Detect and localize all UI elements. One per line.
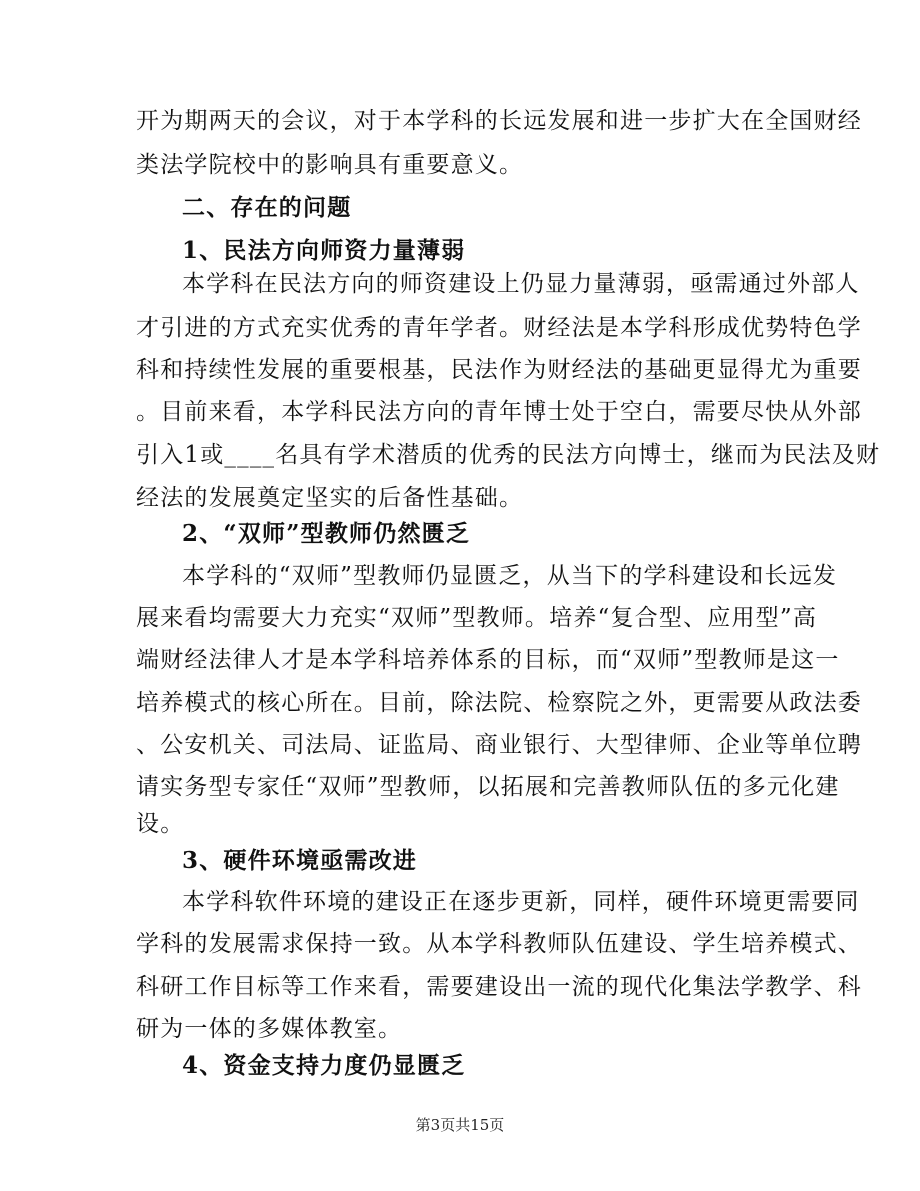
text-line-13: 展来看均需要大力充实“双师”型教师。培养“复合型、应用型”高 — [136, 605, 818, 631]
text-line-22: 科研工作目标等工作来看，需要建设出一流的现代化集法学教学、科 — [136, 974, 862, 1000]
subheading-1: 1、民法方向师资力量薄弱 — [182, 237, 466, 264]
text-line-6: 才引进的方式充实优秀的青年学者。财经法是本学科形成优势特色学 — [136, 315, 862, 341]
subheading-4: 4、资金支持力度仍显匮乏 — [182, 1052, 466, 1079]
text-line-7: 科和持续性发展的重要根基，民法作为财经法的基础更显得尤为重要 — [136, 357, 862, 383]
text-line-16: 、公安机关、司法局、证监局、商业银行、大型律师、企业等单位聘 — [136, 732, 862, 758]
text-line-5: 本学科在民法方向的师资建设上仍显力量薄弱，亟需通过外部人 — [182, 271, 860, 297]
text-line-14: 端财经法律人才是本学科培养体系的目标，而“双师”型教师是这一 — [136, 647, 840, 673]
text-line-10: 经法的发展奠定坚实的后备性基础。 — [136, 485, 524, 511]
text-line-20: 本学科软件环境的建设正在逐步更新，同样，硬件环境更需要同 — [182, 889, 860, 915]
text-line-21: 学科的发展需求保持一致。从本学科教师队伍建设、学生培养模式、 — [136, 931, 862, 957]
text-line-9: 引入1或____名具有学术潜质的优秀的民法方向博士，继而为民法及财 — [136, 442, 881, 468]
text-line-12: 本学科的“双师”型教师仍显匮乏，从当下的学科建设和长远发 — [182, 563, 838, 589]
text-line-1: 开为期两天的会议，对于本学科的长远发展和进一步扩大在全国财经 — [136, 108, 862, 134]
text-line-8: 。目前来看，本学科民法方向的青年博士处于空白，需要尽快从外部 — [136, 399, 862, 425]
subheading-3: 3、硬件环境亟需改进 — [182, 847, 418, 874]
page-number-footer: 第3页共15页 — [415, 1116, 505, 1134]
subheading-2: 2、“双师”型教师仍然匮乏 — [182, 520, 471, 547]
text-line-2: 类法学院校中的影响具有重要意义。 — [136, 152, 524, 178]
text-line-15: 培养模式的核心所在。目前，除法院、检察院之外，更需要从政法委 — [136, 690, 862, 716]
section-heading-problems: 二、存在的问题 — [182, 194, 352, 221]
text-line-18: 设。 — [136, 811, 185, 837]
text-line-23: 研为一体的多媒体教室。 — [136, 1016, 403, 1042]
text-line-17: 请实务型专家任“双师”型教师，以拓展和完善教师队伍的多元化建 — [136, 774, 840, 800]
